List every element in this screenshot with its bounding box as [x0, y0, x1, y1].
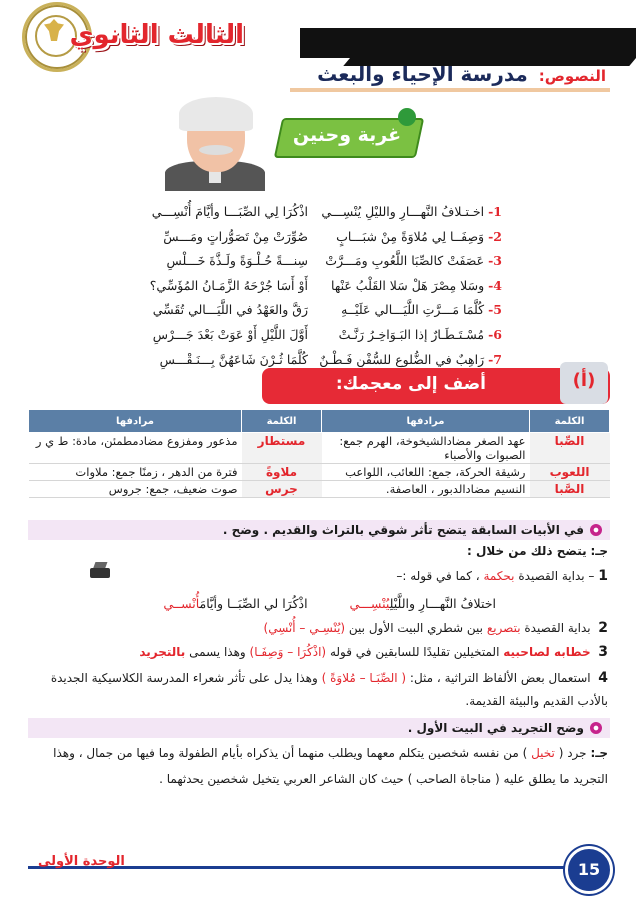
verse-line: 6- مُسْـتَـطَـارٌ إذا البَـوَاخِـرُ رَنَّـتْ أَوَّلَ اللَّيْلِ أَوْ عَوَتْ بَعْدَ جَـــرْسِ	[152, 326, 502, 342]
grade-title: الثالث الثانوي	[69, 20, 244, 50]
vocab-title: أضف إلى معجمك:	[335, 374, 486, 394]
question-1-bar	[28, 520, 610, 540]
verse-line: 7- رَاهِبٌ في الضُّلوعِ للسُّفْنِ فَـطْـنٌ كُلَّمَا ثُـرْنَ شَاعَهُنَّ بِـــنَـقْـــسِ	[159, 351, 502, 367]
table-row: اللعوب رشيقة الحركة، جمع: اللعائب، اللواعب ملاوةً فترة من الدهر ، زمنًا جمع: ملاوات	[29, 464, 610, 481]
poet-portrait-icon	[165, 95, 265, 190]
verse-line: 5- كُلَّمَا مَـــرَّتِ اللَّيَـــالي عَلَيْــهِ رَقَّ والعَهْدُ في اللَّيَـــالي تُقَسِّي	[152, 302, 502, 318]
answer-1-point-1: 1 – بداية القصيدة بحكمة ، كما في قوله :–	[396, 568, 608, 584]
question-2-bar	[28, 718, 610, 738]
answer-1-point-4: 4 استعمال بعض الألفاظ التراثية ، مثل: ( الصِّبَـا – مُلاوَةً ) وهذا يدل على تأثر شعراء المدرسة الكلاسيكية الجديدة	[50, 670, 608, 686]
printer-icon	[88, 562, 112, 580]
answer-1-verse-quote: اختلافُ النَّهـــارِ واللَّيْلِيُنْسِـــي اذْكُرَا لي الصِّبَــا وأيَّامَأُنْســي	[163, 596, 496, 611]
table-row: الصِّبا عهد الصغر مضادالشيخوخة، الهرم جمع: الصبوات والأصباء مستطار مذعور ومفزوع مضادمطمئن، مادة: ط ي ر	[29, 433, 610, 464]
vocab-table	[28, 409, 610, 498]
verse-line: 4- وسَلا مِصْرَ هَلْ سَلا القَلْبُ عَنْها أَوْ أَسَا جُرْحَهُ الزَّمَـانُ المُؤَسِّي؟	[149, 277, 502, 293]
poem-title: غربة وحنين	[292, 124, 402, 146]
page-number: 15	[565, 846, 613, 894]
verse-line: 1- اخـتـلافُ النَّهـــارِ والليْلِ يُنْسِـــي اذْكُرَا لِي الصِّبَـــا وأيَّامَ أُنْسِـــي	[151, 204, 502, 219]
flower-bullet-icon	[590, 524, 602, 536]
question-2-text: وضح التجريد في البيت الأول .	[407, 721, 584, 735]
section-title	[317, 62, 606, 86]
answer-1-point-3: 3 خطابه لصاحبيه المتخيلين تقليدًا للسابقين في قوله (اذْكُرَا – وَصِفَـا) وهذا يسمى بالتجريد	[139, 644, 608, 660]
answer-1-intro: جـ: يتضح ذلك من خلال :	[466, 544, 608, 558]
answer-1-point-2: 2 بداية القصيدة بتصريع بين شطري البيت الأول بين (يُنْسِـي – أُنْسِي)	[263, 620, 608, 636]
unit-label: الوحدة الأولى	[38, 854, 125, 869]
verse-line: 3- عَصَفَتْ كالصِّبَا اللَّعُوبِ ومَـــرَّتْ سِنـــةً حُـلْـوَةً ولَـذَّةَ خَـــلْسِ	[166, 253, 502, 269]
table-row: الصَّبا النسيم مضادالدبور ، العاصفة. جرس صوت ضعيف، جمع: جروس	[29, 481, 610, 498]
question-1-text: في الأبيات السابقة يتضح تأثر شوقي بالتراث والقديم . وضح .	[222, 523, 584, 537]
table-header-row: الكلمة مرادفها الكلمة مرادفها	[29, 410, 610, 433]
flower-bullet-icon	[590, 722, 602, 734]
section-prefix: النصوص:	[538, 67, 606, 85]
verse-line: 2- وَصِفَــا لِي مُلاوَةً مِنْ شبَـــابٍ صُوِّرَتْ مِنْ تَصَوُّراتٍ ومَـــسِّ	[163, 228, 502, 244]
section-name: مدرسة الإحياء والبعث	[317, 62, 528, 86]
answer-2-line-1: جـ: جرد ( تخيل ) من نفسه شخصين يتكلم معهما ويطلب منهما أن يذكراه بأيام الطفولة وما فيها من جمال ، وهذا	[53, 746, 608, 760]
poem-verses	[130, 200, 502, 372]
section-underline	[290, 88, 610, 92]
header-black-band	[300, 28, 636, 58]
answer-2-line-2: التجريد ما يطلق عليه ( مناجاة الصاحب ) حيث كان الشاعر العربي يتخيل شخصين يحدثهما .	[159, 772, 608, 786]
answer-1-point-4-cont: بالأدب القديم والبيئة القديمة.	[465, 694, 608, 708]
vocab-tab-label: (أ)	[572, 370, 596, 391]
